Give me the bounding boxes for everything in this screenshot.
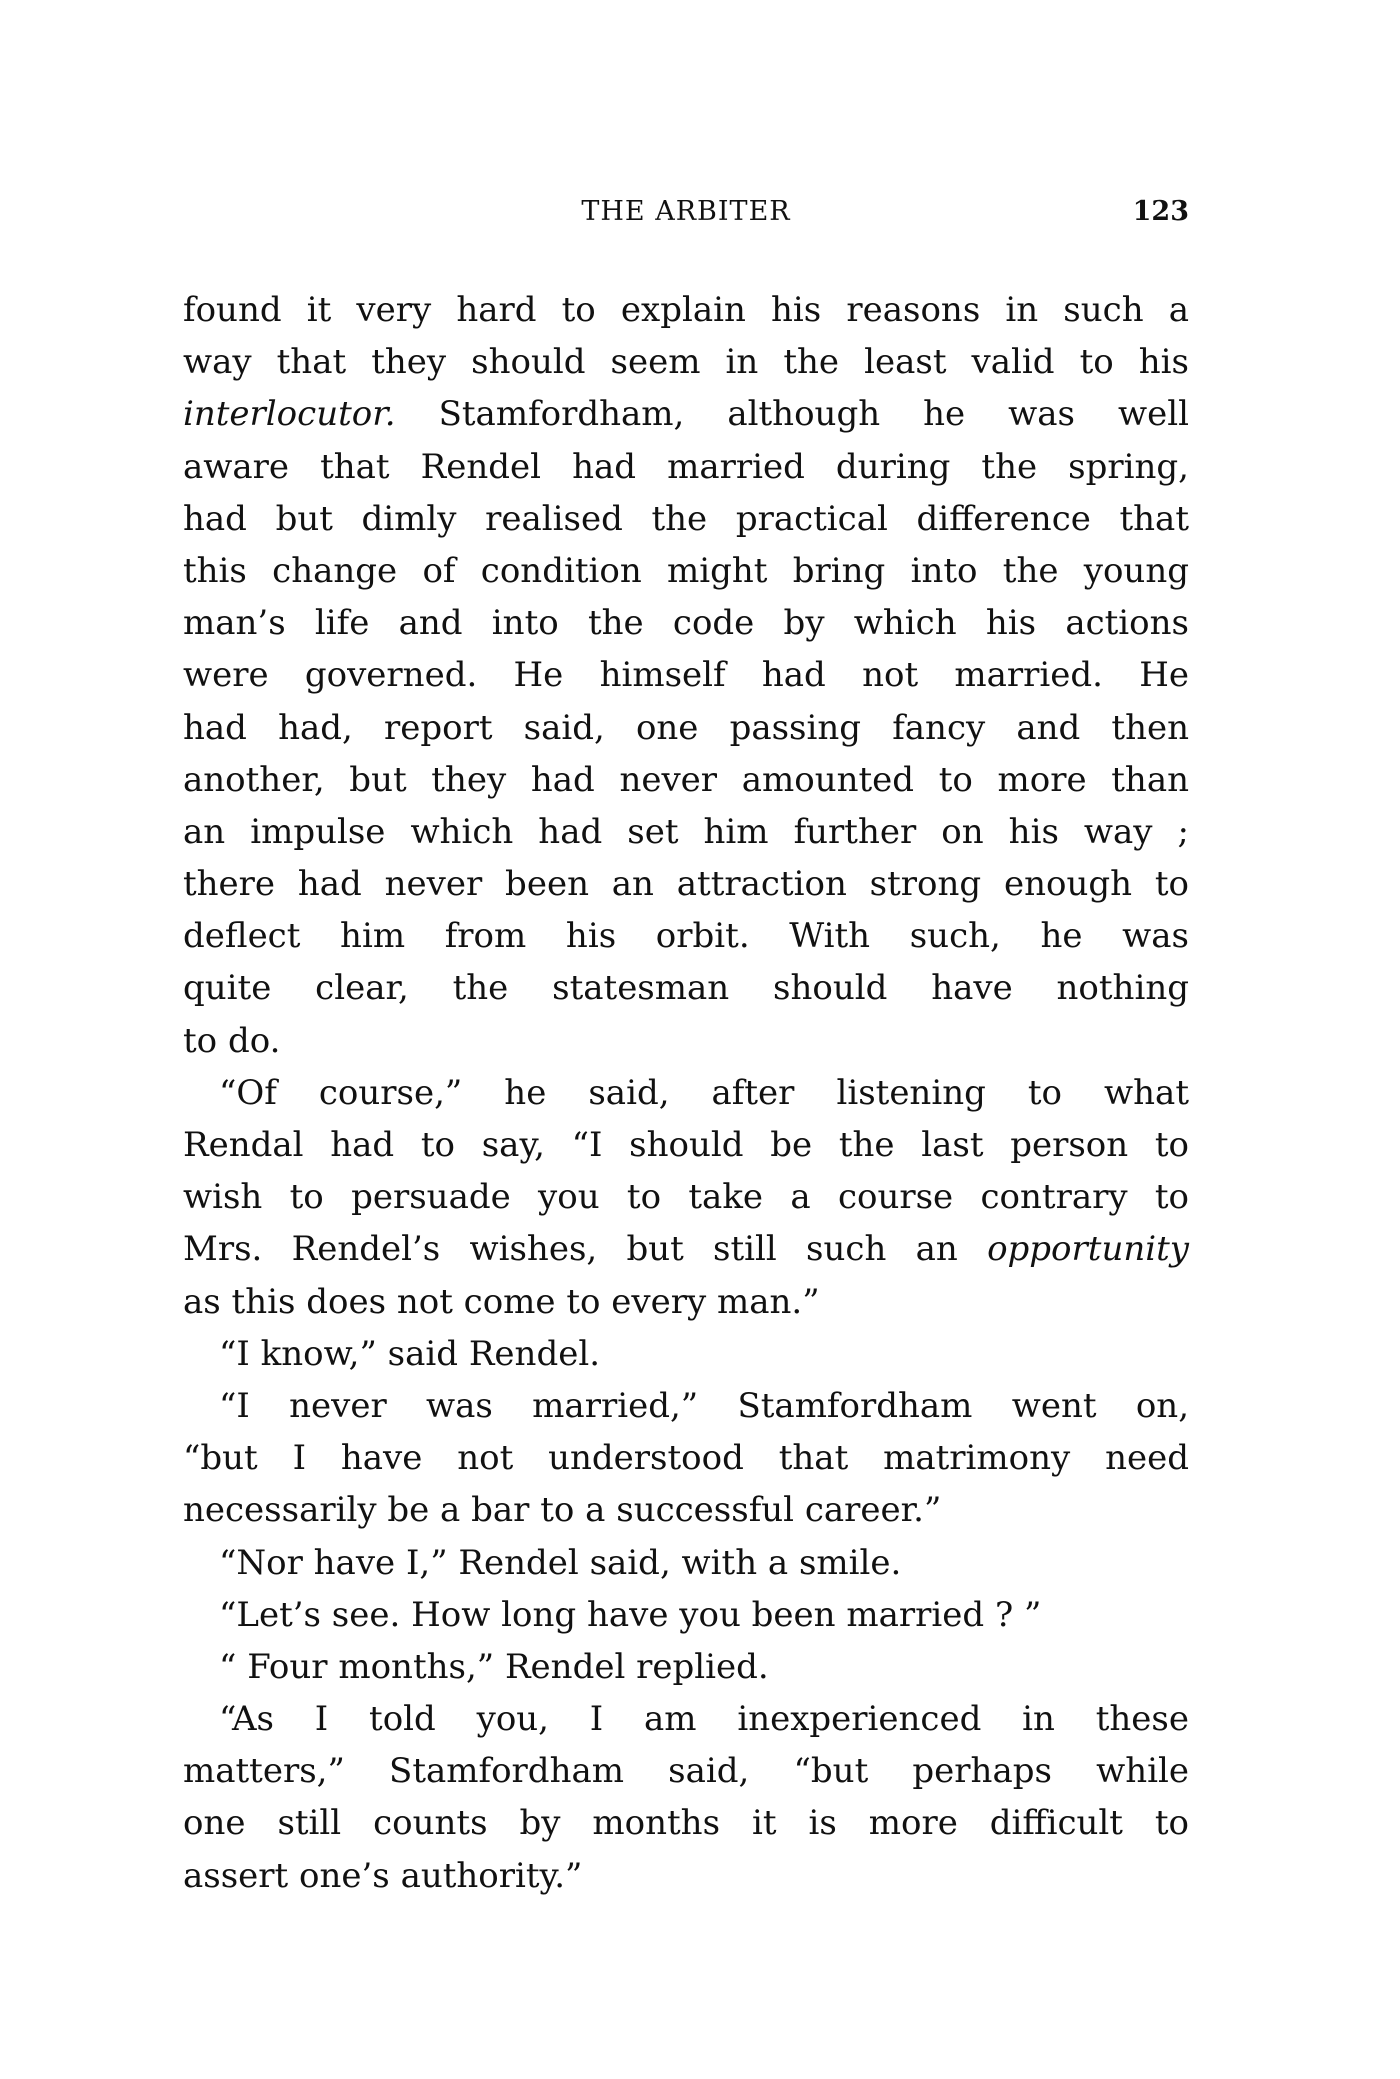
text-line: [183, 1537, 1189, 1589]
text-segment: this change of condition might bring into the young: [183, 550, 1189, 591]
text-line: [183, 1276, 1189, 1328]
text-line: [183, 702, 1189, 754]
text-line: [183, 284, 1189, 336]
text-segment: necessarily be a bar to a successful career.”: [183, 1490, 942, 1531]
text-line: [183, 1850, 1189, 1902]
text-segment: Stamfordham, although he was well: [395, 394, 1189, 435]
text-line: [183, 597, 1189, 649]
text-line: [183, 1693, 1189, 1745]
text-segment: another, but they had never amounted to more than: [183, 759, 1189, 800]
text-line: [183, 336, 1189, 388]
text-line: [183, 441, 1189, 493]
text-segment: “ Four months,” Rendel replied.: [219, 1646, 769, 1687]
text-line: [183, 806, 1189, 858]
text-segment: “As I told you, I am inexperienced in these: [219, 1699, 1189, 1740]
text-segment: were governed. He himself had not married. He: [183, 655, 1189, 696]
text-line: [183, 1380, 1189, 1432]
text-segment: had but dimly realised the practical difference that: [183, 498, 1189, 539]
text-segment: there had never been an attraction strong enough to: [183, 864, 1189, 905]
text-line: [183, 1067, 1189, 1119]
text-segment: found it very hard to explain his reasons in such a: [183, 290, 1189, 330]
text-line: [183, 1641, 1189, 1693]
text-segment: matters,” Stamfordham said, “but perhaps while: [183, 1751, 1189, 1792]
text-segment: an impulse which had set him further on his way ;: [183, 811, 1189, 852]
text-segment: aware that Rendel had married during the spring,: [183, 446, 1189, 487]
text-segment: way that they should seem in the least valid to his: [183, 342, 1189, 383]
text-line: [183, 1119, 1189, 1171]
text-line: [183, 493, 1189, 545]
text-segment: wish to persuade you to take a course contrary to: [183, 1177, 1189, 1218]
text-line: [183, 910, 1189, 962]
text-segment: as this does not come to every man.”: [183, 1281, 820, 1322]
text-line: [183, 1484, 1189, 1536]
text-segment: “I never was married,” Stamfordham went on,: [219, 1385, 1189, 1426]
text-line: [183, 754, 1189, 806]
text-line: [183, 1432, 1189, 1484]
text-segment: Rendal had to say, “I should be the last person to: [183, 1125, 1189, 1165]
text-segment: “I know,” said Rendel.: [219, 1333, 601, 1374]
text-segment: “Nor have I,” Rendel said, with a smile.: [219, 1542, 902, 1583]
text-segment: assert one’s authority.”: [183, 1855, 583, 1896]
text-line: [183, 545, 1189, 597]
text-line: [183, 1589, 1189, 1641]
text-line: [183, 1015, 1189, 1067]
text-segment: quite clear, the statesman should have nothing: [183, 968, 1189, 1009]
text-segment: Mrs. Rendel’s wishes, but still such an: [183, 1229, 988, 1270]
text-line: [183, 1328, 1189, 1380]
text-segment: deflect him from his orbit. With such, he was: [183, 916, 1189, 957]
text-line: [183, 858, 1189, 910]
text-segment: had had, report said, one passing fancy and then: [183, 707, 1189, 748]
running-title: THE ARBITER: [581, 196, 791, 227]
text-line: [183, 1171, 1189, 1223]
text-segment: “but I have not understood that matrimony need: [183, 1438, 1189, 1479]
page-number: 123: [1132, 196, 1189, 227]
text-line: [183, 1797, 1189, 1849]
text-segment: “Of course,” he said, after listening to what: [219, 1072, 1189, 1113]
body-text: [183, 284, 1189, 1902]
text-segment: to do.: [183, 1020, 281, 1061]
text-line: [183, 1223, 1189, 1275]
text-segment: one still counts by months it is more difficult to: [183, 1803, 1189, 1844]
page-header: [183, 196, 1189, 236]
text-line: [183, 649, 1189, 701]
text-line: [183, 388, 1189, 440]
text-segment: man’s life and into the code by which his actions: [183, 603, 1189, 644]
italic-text: interlocutor.: [183, 394, 396, 435]
text-line: [183, 962, 1189, 1014]
text-line: [183, 1745, 1189, 1797]
italic-text: opportunity: [987, 1229, 1189, 1270]
text-segment: “Let’s see. How long have you been married ? ”: [219, 1594, 1042, 1635]
